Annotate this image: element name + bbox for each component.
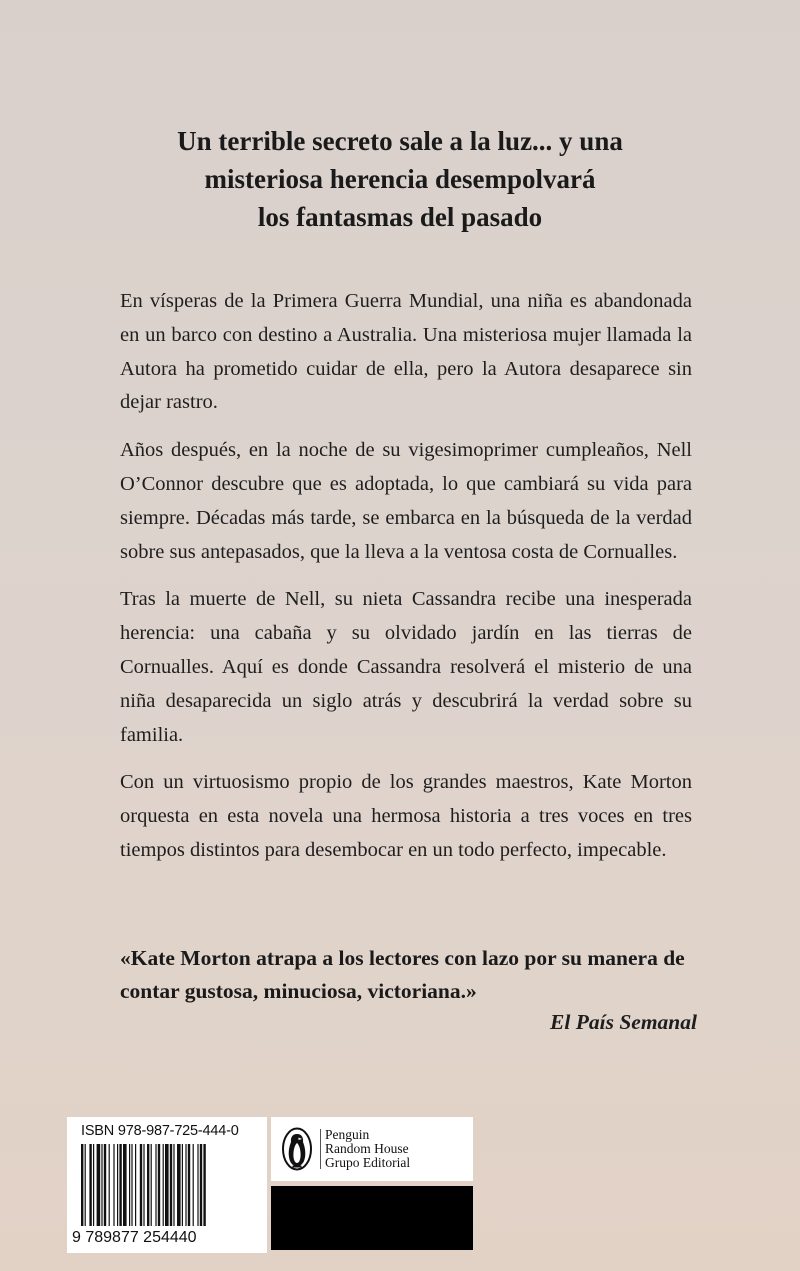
synopsis [120, 285, 692, 882]
barcode-bar [197, 1144, 198, 1226]
synopsis-paragraph: Años después, en la noche de su vigesimoprimer cumpleaños, Nell O’Connor descubre que es adoptada, lo que cambiará su vida para siempre. Décadas más tarde, se embarca en la búsqueda de la verdad sobre sus antepasados, que la lleva a la ventosa costa de Cornualles. [120, 439, 692, 563]
barcode-bar [177, 1144, 181, 1226]
synopsis-paragraph: En vísperas de la Primera Guerra Mundial, una niña es abandonada en un barco con destino a Australia. Una misteriosa mujer llamada la Autora ha prometido cuidar de ella, pero la Autora desaparece sin dejar rastro. [120, 290, 692, 414]
barcode-bar [188, 1144, 190, 1226]
penguin-icon [281, 1127, 313, 1171]
publisher-divider [320, 1129, 321, 1169]
barcode-bar [123, 1144, 127, 1226]
barcode-bar [129, 1144, 130, 1226]
barcode-bar [173, 1144, 174, 1226]
isbn-label: ISBN 978-987-725-444-0 [81, 1123, 239, 1139]
barcode-bar [165, 1144, 169, 1226]
publisher-line: Penguin [325, 1127, 370, 1142]
barcode-bar [117, 1144, 118, 1226]
barcode-bar [158, 1144, 160, 1226]
headline [100, 122, 700, 236]
barcode-bar [97, 1144, 101, 1226]
publisher-line: Random House [325, 1141, 409, 1156]
barcode-bar [93, 1144, 94, 1226]
review-source: El País Semanal [550, 1010, 697, 1034]
isbn-digits: 9 789877 254440 [72, 1229, 197, 1246]
publisher-line: Grupo Editorial [325, 1155, 411, 1170]
barcode-bar [135, 1144, 136, 1226]
barcode [81, 1144, 257, 1228]
headline-line: los fantasmas del pasado [257, 202, 543, 232]
barcode-bar [182, 1144, 183, 1226]
barcode-bar [85, 1144, 86, 1226]
barcode-bar [170, 1144, 172, 1226]
barcode-bar [155, 1144, 156, 1226]
barcode-bar [89, 1144, 91, 1226]
barcode-bar [200, 1144, 202, 1226]
synopsis-paragraph: Tras la muerte de Nell, su nieta Cassandra recibe una inesperada herencia: una cabaña y su olvidado jardín en las tierras de Cornualles. Aquí es donde Cassandra resolverá el misterio de una niña desaparecida un siglo atrás y descubrirá la verdad sobre su familia. [120, 588, 692, 746]
barcode-bar [151, 1144, 152, 1226]
barcode-bar [185, 1144, 186, 1226]
barcode-bar [143, 1144, 144, 1226]
publisher-panel [271, 1117, 473, 1181]
publisher-name [325, 1128, 410, 1170]
barcode-bar [163, 1144, 164, 1226]
barcode-bar [140, 1144, 142, 1226]
barcode-bar [193, 1144, 194, 1226]
barcode-bar [147, 1144, 149, 1226]
barcode-bar [131, 1144, 132, 1226]
barcode-bar [104, 1144, 106, 1226]
black-label-block [271, 1186, 473, 1250]
isbn-barcode-panel [67, 1117, 267, 1253]
barcode-bar [203, 1144, 205, 1226]
synopsis-paragraph: Con un virtuosismo propio de los grandes maestros, Kate Morton orquesta en esta novela una hermosa historia a tres voces en tres tiempos distintos para desembocar en un todo perfecto, impecable. [120, 771, 692, 861]
barcode-bar [101, 1144, 102, 1226]
barcode-bar [119, 1144, 121, 1226]
barcode-bar [113, 1144, 114, 1226]
barcode-bar [81, 1144, 83, 1226]
barcode-bar [109, 1144, 110, 1226]
headline-line: misteriosa herencia desempolvará [204, 164, 596, 194]
review-quote: «Kate Morton atrapa a los lectores con lazo por su manera de contar gustosa, minuciosa, victoriana.» [120, 946, 685, 1003]
headline-line: Un terrible secreto sale a la luz... y una [177, 126, 623, 156]
